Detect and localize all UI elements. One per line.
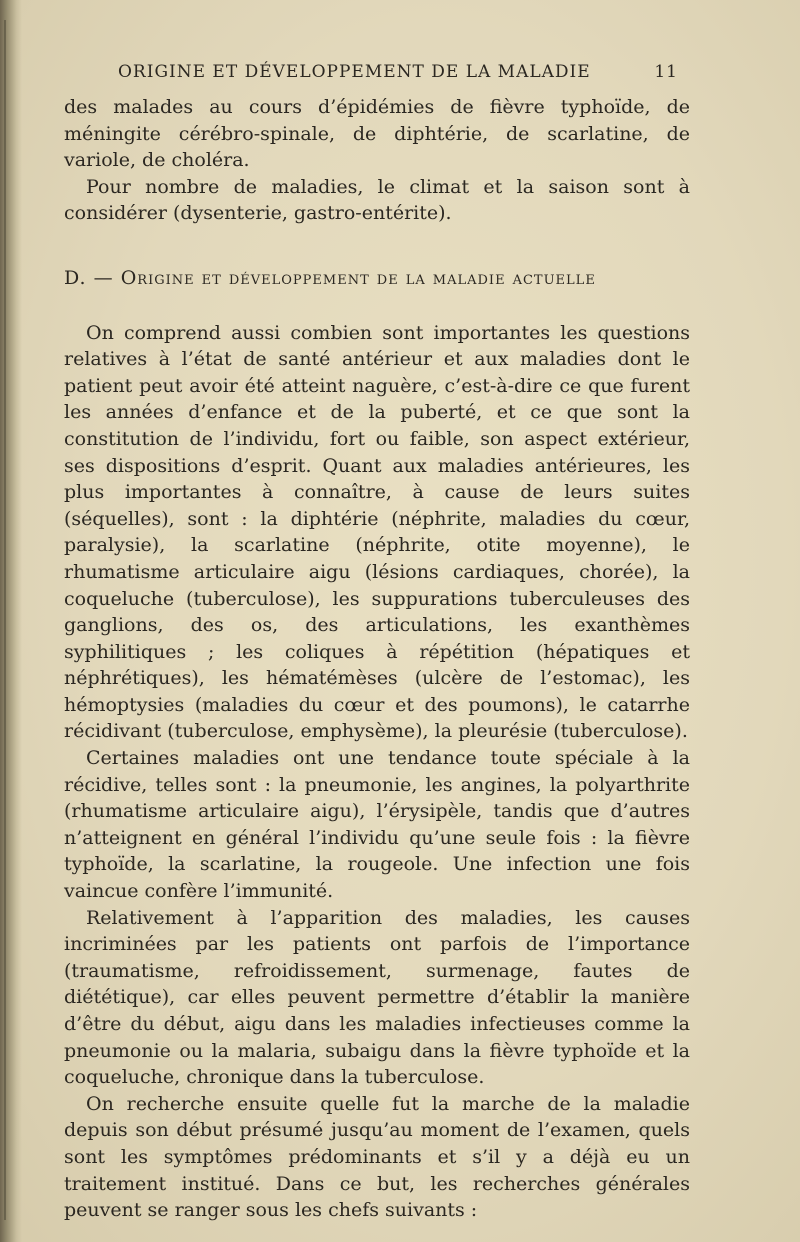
paragraph-marche: On recherche ensuite quelle fut la marche de la maladie depuis son début présumé jusqu’au moment de l’examen, quels sont les symptômes prédominants et s’il y a déjà eu un traitement institué. Dans ce but, les recherches générales peuvent se ranger sous les chefs suivants : [64,1092,690,1222]
section-title: Origine et développement de la maladie actuelle [120,266,596,289]
running-header [118,62,678,88]
paragraph-antecedents: On comprend aussi combien sont importantes les questions relatives à l’état de santé antérieur et aux maladies dont le patient peut avoir été atteint naguère, c’est-à-dire ce que furent les années d’enfance et de la puberté, et ce que sont la constitution de l’individu, fort ou faible, son aspect extérieur, ses dispositions d’esprit. Quant aux maladies antérieures, les plus importantes à connaître, à cause de leurs suites (séquelles), sont : la diphtérie (néphrite, maladies du cœur, paralysie), la scarlatine (néphrite, otite moyenne), le rhumatisme articulaire aigu (lésions cardiaques, chorée), la coqueluche (tuberculose), les suppurations tuberculeuses des ganglions, des os, des articulations, les exanthèmes syphilitiques ; les coliques à répétition (hépatiques et néphrétiques), les hématémèses (ulcère de l’estomac), les hémoptysies (maladies du cœur et des poumons), le catarrhe récidivant (tuberculose, emphysème), la pleurésie (tuberculose). [64,321,690,743]
binding-line [4,20,6,1220]
running-title: ORIGINE ET DÉVELOPPEMENT DE LA MALADIE [118,62,591,82]
body-text [64,94,690,1224]
paragraph-climate: Pour nombre de maladies, le climat et la saison sont à considérer (dysenterie, gastro-entérite). [64,175,690,225]
section-letter: D. [64,266,87,289]
paragraph-recidive: Certaines maladies ont une tendance toute spéciale à la récidive, telles sont : la pneumonie, les angines, la polyarthrite (rhumatisme articulaire aigu), l’érysipèle, tandis que d’autres n’atteignent en général l’individu qu’une seule fois : la fièvre typhoïde, la scarlatine, la rougeole. Une infection une fois vaincue confère l’immunité. [64,747,690,903]
paragraph-continuation: des malades au cours d’épidémies de fièvre typhoïde, de méningite cérébro-spinale, de diphtérie, de scarlatine, de variole, de choléra. [64,96,690,172]
section-dash: — [93,266,114,289]
section-heading [64,265,690,292]
paragraph-causes: Relativement à l’apparition des maladies, les causes incriminées par les patients ont parfois de l’importance (traumatisme, refroidissement, surmenage, fautes de diététique), car elles peuvent permettre d’établir la manière d’être du début, aigu dans les maladies infectieuses comme la pneumonie ou la malaria, subaigu dans la fièvre typhoïde et la coqueluche, chronique dans la tuberculose. [64,906,690,1089]
book-spine-shadow [0,0,22,1242]
page-number: 11 [654,62,678,82]
